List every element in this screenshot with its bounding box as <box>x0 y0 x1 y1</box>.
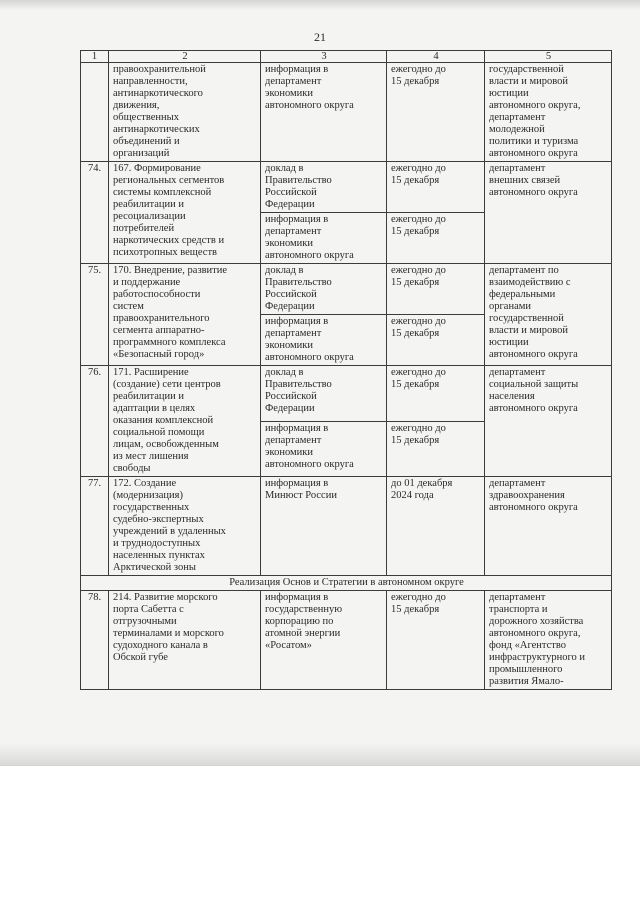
report-form-cell: информация в департамент экономики автономного округа <box>261 63 387 162</box>
deadline-cell: ежегодно до 15 декабря <box>387 162 485 213</box>
section-row <box>81 576 612 591</box>
report-form-cell: информация в департамент экономики автономного округа <box>261 213 387 264</box>
deadline-cell: ежегодно до 15 декабря <box>387 591 485 690</box>
report-form-cell: информация в государственную корпорацию по атомной энергии «Росатом» <box>261 591 387 690</box>
deadline-cell: ежегодно до 15 декабря <box>387 315 485 366</box>
deadline-cell: ежегодно до 15 декабря <box>387 421 485 477</box>
table-row <box>81 591 612 690</box>
report-form-cell: доклад в Правительство Российской Федерации <box>261 264 387 315</box>
report-form-cell: информация в департамент экономики автономного округа <box>261 315 387 366</box>
header-col-3: 3 <box>261 51 387 63</box>
measure-cell: 172. Создание (модернизация) государственных судебно-экспертных учреждений в удаленных и труднодоступных населенных пунктах Арктической зоны <box>109 477 261 576</box>
header-col-2: 2 <box>109 51 261 63</box>
report-form-cell: доклад в Правительство Российской Федерации <box>261 366 387 422</box>
table-row <box>81 264 612 315</box>
header-row <box>81 51 612 63</box>
row-number <box>81 63 109 162</box>
table-row <box>81 63 612 162</box>
page-number: 21 <box>314 30 326 44</box>
report-form-cell: информация в департамент экономики автономного округа <box>261 421 387 477</box>
header-col-1: 1 <box>81 51 109 63</box>
plan-table <box>80 50 612 690</box>
table-row <box>81 477 612 576</box>
report-form-cell: доклад в Правительство Российской Федерации <box>261 162 387 213</box>
deadline-cell: ежегодно до 15 декабря <box>387 264 485 315</box>
report-form-cell: информация в Минюст России <box>261 477 387 576</box>
table-row <box>81 162 612 213</box>
measure-cell: 167. Формирование региональных сегментов системы комплексной реабилитации и ресоциализации потребителей наркотических средств и психотропных веществ <box>109 162 261 264</box>
row-number: 75. <box>81 264 109 366</box>
row-number: 74. <box>81 162 109 264</box>
deadline-cell: ежегодно до 15 декабря <box>387 63 485 162</box>
executor-cell: государственной власти и мировой юстиции автономного округа, департамент молодежной политики и туризма автономного округа <box>485 63 612 162</box>
measure-cell: 214. Развитие морского порта Сабетта с отгрузочными терминалами и морского судоходного канала в Обской губе <box>109 591 261 690</box>
executor-cell: департамент здравоохранения автономного округа <box>485 477 612 576</box>
measure-cell: 171. Расширение (создание) сети центров реабилитации и адаптации в целях оказания комплексной социальной помощи лицам, освобожденным из мест лишения свободы <box>109 366 261 477</box>
table-row <box>81 366 612 422</box>
executor-cell: департамент по взаимодействию с федеральными органами государственной власти и мировой юстиции автономного округа <box>485 264 612 366</box>
deadline-cell: ежегодно до 15 декабря <box>387 366 485 422</box>
row-number: 77. <box>81 477 109 576</box>
row-number: 78. <box>81 591 109 690</box>
measure-cell: 170. Внедрение, развитие и поддержание работоспособности систем правоохранительного сегмента аппаратно- программного комплекса «Безопасный город» <box>109 264 261 366</box>
section-title: Реализация Основ и Стратегии в автономном округе <box>81 576 612 591</box>
row-number: 76. <box>81 366 109 477</box>
executor-cell: департамент внешних связей автономного округа <box>485 162 612 264</box>
executor-cell: департамент социальной защиты населения автономного округа <box>485 366 612 477</box>
executor-cell: департамент транспорта и дорожного хозяйства автономного округа, фонд «Агентство инфраструктурного и промышленного развития Ямало- <box>485 591 612 690</box>
scan-shadow <box>0 0 640 10</box>
header-col-5: 5 <box>485 51 612 63</box>
deadline-cell: до 01 декабря 2024 года <box>387 477 485 576</box>
measure-cell: правоохранительной направленности, антинаркотического движения, общественных антинаркотических объединений и организаций <box>109 63 261 162</box>
deadline-cell: ежегодно до 15 декабря <box>387 213 485 264</box>
header-col-4: 4 <box>387 51 485 63</box>
